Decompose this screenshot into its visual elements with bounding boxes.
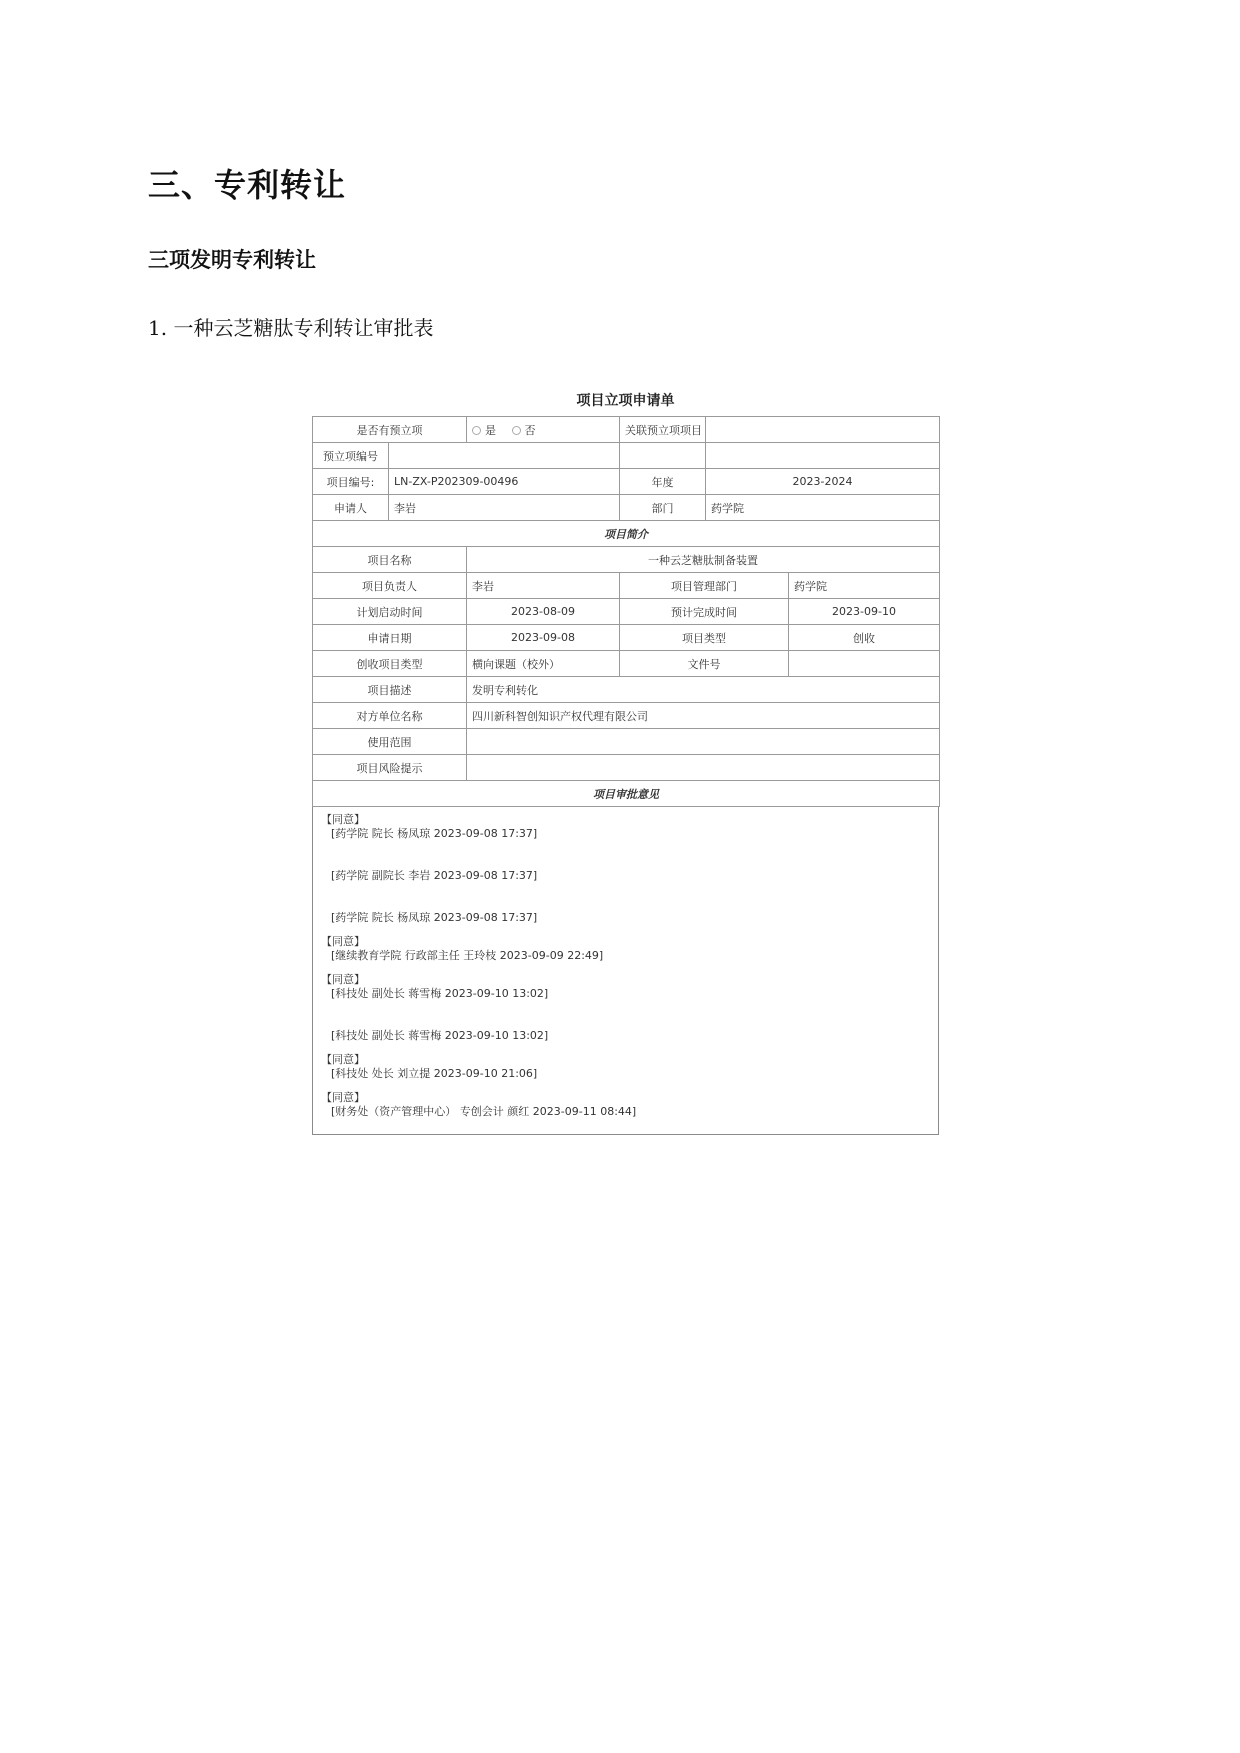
spacer — [321, 963, 930, 973]
project-lead-value: 李岩 — [467, 573, 620, 599]
counterparty-label: 对方单位名称 — [313, 703, 467, 729]
mgmt-dept-value: 药学院 — [789, 573, 940, 599]
spacer — [321, 841, 930, 869]
section-heading: 三、专利转让 — [148, 166, 347, 204]
radio-circle-icon — [512, 426, 521, 435]
spacer — [321, 1001, 930, 1029]
empty-cell — [620, 443, 706, 469]
subsection-heading: 三项发明专利转让 — [148, 248, 316, 272]
spacer — [321, 883, 930, 911]
scope-label: 使用范围 — [313, 729, 467, 755]
project-type-label: 项目类型 — [620, 625, 789, 651]
preapproval-label: 是否有预立项 — [313, 417, 467, 443]
form-row — [313, 443, 940, 469]
approval-verdict: 【同意】 — [321, 973, 365, 986]
form-row — [313, 469, 940, 495]
section-approval-header: 项目审批意见 — [313, 781, 940, 807]
radio-circle-icon — [472, 426, 481, 435]
form-row — [313, 521, 940, 547]
finish-time-label: 预计完成时间 — [620, 599, 789, 625]
approval-entry: [科技处 处长 刘立提 2023-09-10 21:06] — [331, 1067, 538, 1080]
form-row — [313, 547, 940, 573]
form-title: 项目立项申请单 — [576, 393, 675, 409]
empty-cell — [706, 443, 940, 469]
approval-verdict: 【同意】 — [321, 1091, 365, 1104]
counterparty-value: 四川新科智创知识产权代理有限公司 — [467, 703, 940, 729]
year-label: 年度 — [620, 469, 706, 495]
approval-group — [321, 973, 930, 1043]
spacer — [321, 925, 930, 935]
approval-entry: [药学院 院长 杨凤琼 2023-09-08 17:37] — [331, 911, 538, 924]
approval-entry: [继续教育学院 行政部主任 王玲枝 2023-09-09 22:49] — [331, 949, 604, 962]
description-value: 发明专利转化 — [467, 677, 940, 703]
approval-entry: [科技处 副处长 蒋雪梅 2023-09-10 13:02] — [331, 987, 549, 1000]
form-row — [313, 573, 940, 599]
approval-group — [321, 813, 930, 925]
approval-entry: [财务处（资产管理中心） 专创会计 颜红 2023-09-11 08:44] — [331, 1105, 637, 1118]
approval-opinions — [312, 807, 939, 1135]
description-label: 项目描述 — [313, 677, 467, 703]
form-row — [313, 755, 940, 781]
project-lead-label: 项目负责人 — [313, 573, 467, 599]
project-application-form — [312, 390, 939, 1135]
approval-group — [321, 935, 930, 963]
risk-value — [467, 755, 940, 781]
list-item-title: 1. 一种云芝糖肽专利转让审批表 — [148, 316, 434, 340]
form-row — [313, 703, 940, 729]
project-name-value: 一种云芝糖肽制备装置 — [467, 547, 940, 573]
section-intro-header: 项目简介 — [313, 521, 940, 547]
spacer — [321, 1043, 930, 1053]
finish-time-value: 2023-09-10 — [789, 599, 940, 625]
mgmt-dept-label: 项目管理部门 — [620, 573, 789, 599]
start-time-label: 计划启动时间 — [313, 599, 467, 625]
approval-entry: [科技处 副处长 蒋雪梅 2023-09-10 13:02] — [331, 1029, 549, 1042]
year-value: 2023-2024 — [706, 469, 940, 495]
form-table — [312, 416, 940, 807]
approval-verdict: 【同意】 — [321, 935, 365, 948]
form-row — [313, 599, 940, 625]
apply-date-value: 2023-09-08 — [467, 625, 620, 651]
start-time-value: 2023-08-09 — [467, 599, 620, 625]
radio-no-label: 否 — [524, 423, 536, 437]
scope-value — [467, 729, 940, 755]
dept-value: 药学院 — [706, 495, 940, 521]
income-type-label: 创收项目类型 — [313, 651, 467, 677]
project-no-value: LN-ZX-P202309-00496 — [389, 469, 620, 495]
related-project-label: 关联预立项项目 — [620, 417, 706, 443]
radio-yes[interactable] — [472, 424, 496, 437]
preapproval-no-label: 预立项编号 — [313, 443, 389, 469]
form-row — [313, 781, 940, 807]
radio-no[interactable] — [512, 424, 536, 437]
form-row — [313, 677, 940, 703]
doc-no-value — [789, 651, 940, 677]
doc-no-label: 文件号 — [620, 651, 789, 677]
form-row — [313, 417, 940, 443]
income-type-value: 横向课题（校外） — [467, 651, 620, 677]
form-row — [313, 625, 940, 651]
preapproval-no-value[interactable] — [389, 443, 620, 469]
radio-yes-label: 是 — [485, 423, 496, 437]
project-no-label: 项目编号: — [313, 469, 389, 495]
approval-group — [321, 1053, 930, 1081]
approval-verdict: 【同意】 — [321, 1053, 365, 1066]
preapproval-radio-group — [467, 417, 620, 443]
risk-label: 项目风险提示 — [313, 755, 467, 781]
apply-date-label: 申请日期 — [313, 625, 467, 651]
approval-entry: [药学院 院长 杨凤琼 2023-09-08 17:37] — [331, 827, 538, 840]
form-row — [313, 495, 940, 521]
approval-entry: [药学院 副院长 李岩 2023-09-08 17:37] — [331, 869, 538, 882]
related-project-value[interactable] — [706, 417, 940, 443]
form-row — [313, 729, 940, 755]
approval-group — [321, 1091, 930, 1119]
form-row — [313, 651, 940, 677]
spacer — [321, 1081, 930, 1091]
dept-label: 部门 — [620, 495, 706, 521]
applicant-value: 李岩 — [389, 495, 620, 521]
project-type-value: 创收 — [789, 625, 940, 651]
applicant-label: 申请人 — [313, 495, 389, 521]
approval-verdict: 【同意】 — [321, 813, 365, 826]
project-name-label: 项目名称 — [313, 547, 467, 573]
